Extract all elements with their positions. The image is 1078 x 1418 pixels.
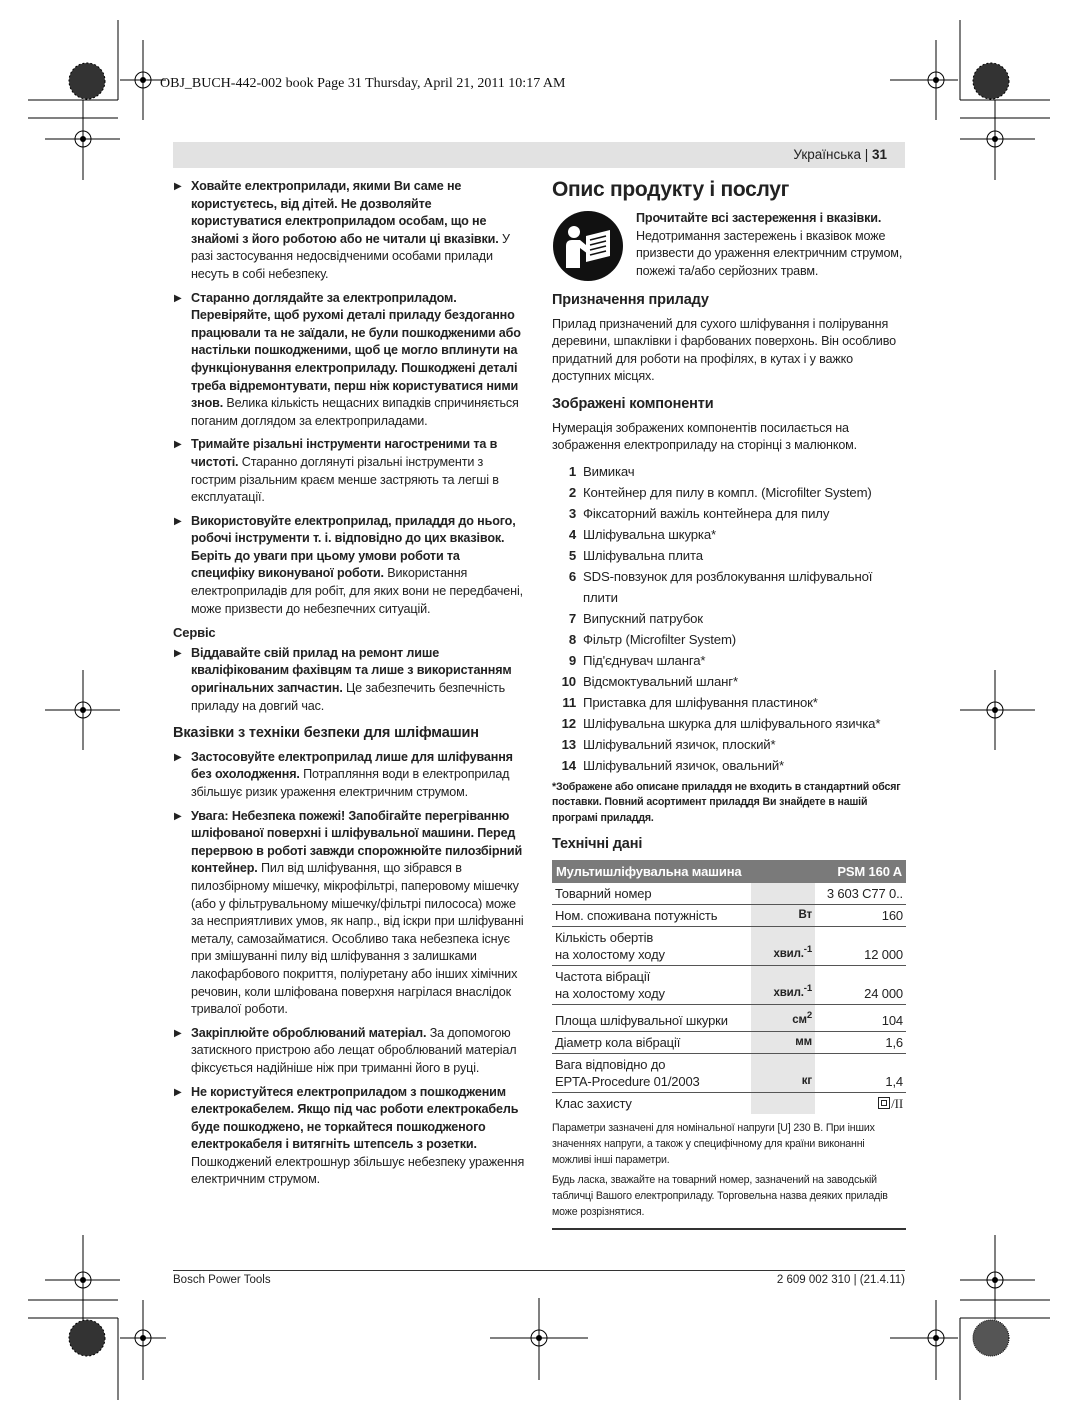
right-column	[552, 178, 906, 1230]
page-label-separator: |	[860, 147, 872, 162]
warning-text	[636, 210, 906, 282]
spec-header-label: Мультишліфувальна машина	[552, 860, 815, 883]
bullet-bold-text: Ховайте електроприлади, якими Ви саме не користуєтесь, від дітей. Не дозволяйте користуватися електроприладом особам, що не знайомі з його роботою або не читали ці вказівки.	[191, 179, 499, 246]
component-label: Шліфувальна шкурка*	[583, 526, 716, 542]
component-number: 1	[568, 463, 576, 479]
component-number: 11	[562, 694, 576, 710]
bullet-triangle-icon: ▶	[174, 181, 182, 192]
bullet-bold-text: Увага: Небезпека пожежі! Запобігайте перегріванню шліфованої поверхні і шліфувальної машини. Перед перервою в роботі завжди спорожнюйте пилозбірний контейнер.	[191, 808, 523, 876]
bullet-text: Це забезпечить безпечність приладу на довгий час.	[191, 681, 506, 713]
spec-value: 160	[815, 904, 906, 926]
spec-label-line2: на холостому ходу	[555, 946, 665, 962]
bullet-triangle-icon: ▶	[174, 1027, 182, 1039]
spec-unit-sup: -1	[803, 944, 812, 956]
section-title: Опис продукту і послуг	[552, 178, 790, 201]
spec-label: Клас захисту	[555, 1095, 632, 1111]
component-label: Вимикач	[583, 463, 635, 479]
components-heading: Зображені компоненти	[552, 395, 714, 412]
spec-header-model: PSM 160 A	[815, 860, 906, 883]
bullet-text: Старанно доглянуті різальні інструменти з гострим різальним краєм менше застряють та легші в експлуатації.	[191, 454, 499, 505]
bullet-bold-text: Закріплюйте оброблюваний матеріал.	[191, 1025, 427, 1040]
table-header-row	[552, 860, 906, 883]
bullet-item	[173, 808, 525, 1019]
list-item	[552, 671, 906, 692]
warning-bold-text: Прочитайте всі застереження і вказівки.	[636, 211, 882, 225]
spec-unit-text: хвил.	[773, 947, 804, 960]
component-label: Контейнер для пилу в компл. (Microfilter System)	[583, 484, 872, 500]
table-row	[552, 1004, 906, 1031]
component-label: Шліфувальний язичок, овальний*	[583, 757, 785, 773]
spec-note-article: Будь ласка, зважайте на товарний номер, зазначений на заводській табличці Вашого електроприладу. Торговельна назва деяких приладів може розрізнятися.	[552, 1173, 888, 1218]
component-label: Шліфувальна шкурка для шліфувального язичка*	[583, 715, 881, 731]
bullet-item	[173, 1025, 525, 1078]
spec-unit: мм	[751, 1031, 815, 1053]
component-number: 7	[568, 610, 576, 626]
list-item	[552, 650, 906, 671]
spec-label-line1: Кількість обертів	[555, 929, 654, 945]
protection-class-icon	[878, 1097, 890, 1109]
bullet-text: За допомогою затискного пристрою або лещат оброблюваний матеріал фіксується надійніше ніж при триманні його в руці.	[191, 1025, 517, 1075]
component-label: Під'єднувач шланга*	[583, 652, 706, 668]
page-top-bar	[173, 142, 905, 168]
protection-class-text: /II	[891, 1095, 903, 1111]
component-number: 5	[568, 547, 576, 563]
service-heading: Сервіс	[173, 625, 216, 641]
page-number: 31	[871, 147, 887, 162]
spec-unit-sup: 2	[806, 1009, 812, 1021]
spec-label	[552, 1053, 751, 1092]
bullet-triangle-icon: ▶	[174, 751, 182, 763]
component-number: 3	[568, 505, 576, 521]
spec-label-line2: EPTA-Procedure 01/2003	[555, 1073, 700, 1089]
safety-heading: Вказівки з техніки безпеки для шліфмашин	[173, 725, 479, 742]
spec-notes	[552, 1120, 906, 1230]
component-number: 2	[568, 484, 576, 500]
bullet-text: Використання електроприладів для робіт, для яких вони не передбачені, може призвести до небезпечних ситуацій.	[191, 566, 523, 616]
table-row	[552, 1092, 906, 1114]
purpose-heading: Призначення приладу	[552, 292, 709, 308]
warning-body-text: Недотримання застережень і вказівок може призвести до ураження електричним струмом, пожежі та/або серйозних травм.	[636, 228, 903, 278]
warning-block	[552, 210, 906, 282]
spec-unit	[751, 1004, 815, 1031]
component-label: Випускний патрубок	[583, 610, 703, 626]
spec-unit	[751, 926, 815, 965]
component-label: Фіксаторний важіль контейнера для пилу	[583, 505, 830, 521]
spec-label-line2: на холостому ходу	[555, 985, 665, 1001]
component-label: Приставка для шліфування пластинок*	[583, 694, 818, 710]
bullet-triangle-icon: ▶	[174, 439, 182, 451]
bullet-bold-text: Використовуйте електроприлад, приладдя до нього, робочі інструменти т. і. відповідно до цих вказівок. Беріть до уваги при цьому умови роботи та специфіку виконуваної роботи.	[191, 513, 516, 581]
bullet-item	[173, 749, 525, 802]
spec-label-line1: Частота вібрації	[555, 968, 651, 984]
bullet-text: У разі застосування недосвідченими особами прилади несуть в собі небезпеку.	[191, 231, 510, 281]
bullet-bold-text: Застосовуйте електроприлад лише для шліфування без охолодження.	[191, 749, 513, 782]
spec-value: 24 000	[815, 965, 906, 1004]
bullet-bold-text: Тримайте різальні інструменти нагостреними та в чистоті.	[191, 437, 498, 469]
spec-unit: Вт	[751, 904, 815, 926]
components-intro: Нумерація зображених компонентів посилається на зображення електроприладу на сторінці з малюнком.	[552, 420, 858, 453]
bullet-text: Велика кількість нещасних випадків спричиняється поганим доглядом за електроприладами.	[191, 396, 519, 428]
spec-unit	[751, 965, 815, 1004]
bullet-triangle-icon: ▶	[174, 1086, 182, 1098]
spec-value: 1,4	[815, 1053, 906, 1092]
table-row	[552, 1053, 906, 1092]
component-label: SDS-повзунок для розблокування шліфувальної плити	[583, 568, 873, 605]
component-number: 8	[568, 631, 576, 647]
spec-label: Ном. споживана потужність	[552, 904, 751, 926]
purpose-text: Прилад призначений для сухого шліфування і полірування деревини, шпаклівки і фарбованих поверхонь. Він особливо придатний для роботи на профілях, в кутах і у важко доступних місцях.	[552, 316, 896, 384]
list-item	[552, 524, 906, 545]
bullet-triangle-icon: ▶	[174, 292, 182, 304]
component-label: Фільтр (Microfilter System)	[583, 631, 737, 647]
component-label: Шліфувальний язичок, плоский*	[583, 736, 776, 752]
page-language: Українська	[793, 147, 861, 162]
read-manual-icon	[552, 210, 624, 282]
spec-note-voltage: Параметри зазначені для номінальної напруги [U] 230 В. При інших значеннях напруги, а також у специфічному для країни виконанні можливі інші параметри.	[552, 1121, 875, 1166]
spec-value: 12 000	[815, 926, 906, 965]
spec-unit-sup: -1	[803, 983, 812, 995]
spec-unit	[751, 883, 815, 905]
bullet-bold-text: Віддавайте свій прилад на ремонт лише кваліфікованим фахівцям та лише з використанням оригінальних запчастин.	[191, 645, 512, 696]
page-label	[793, 147, 887, 162]
table-row	[552, 904, 906, 926]
bullet-item	[173, 645, 525, 715]
bullet-triangle-icon: ▶	[174, 647, 182, 659]
bullet-triangle-icon: ▶	[174, 810, 182, 822]
list-item	[552, 734, 906, 755]
spec-unit-text: хвил.	[773, 986, 804, 999]
component-number: 9	[568, 652, 576, 668]
bullet-item	[173, 178, 525, 284]
bullet-text: Пил від шліфування, що зібрався в пилозбірному мішечку, мікрофільтрі, паперовому мішечку (або у фільтрувальному мішечку/фільтрі пилососа) може за несприятливих умов, як напр., від іскри при шліфуванні металу, самозайматися. Особливо така небезпека існує при змішуванні пилу від шліфування з залишками лакофарбового покриття, поліуретану або інших хімічних речовин, коли шліфована поверхня нагрілася внаслідок тривалої роботи.	[191, 861, 524, 1017]
list-item	[552, 461, 906, 482]
bullet-text: Пошкоджений електрошнур збільшує небезпеку ураження електричним струмом.	[191, 1154, 525, 1187]
spec-table	[552, 860, 906, 1114]
spec-unit: кг	[751, 1053, 815, 1092]
footer-rule	[173, 1270, 905, 1271]
spec-value: 3 603 C77 0..	[815, 883, 906, 905]
list-item	[552, 566, 906, 608]
component-label: Відсмоктувальний шланг*	[583, 673, 738, 689]
list-item	[552, 713, 906, 734]
spec-unit-text: см	[792, 1013, 807, 1026]
spec-label: Діаметр кола вібрації	[552, 1031, 751, 1053]
list-item	[552, 482, 906, 503]
bullet-item	[173, 513, 525, 619]
component-number: 4	[568, 526, 576, 542]
component-number: 13	[561, 736, 576, 752]
list-item	[552, 755, 906, 776]
bullet-triangle-icon: ▶	[174, 515, 182, 527]
list-item	[552, 692, 906, 713]
list-item	[552, 608, 906, 629]
spec-value: 1,6	[815, 1031, 906, 1053]
footer-brand: Bosch Power Tools	[173, 1274, 271, 1286]
bullet-item	[173, 436, 525, 506]
spec-label-line1: Вага відповідно до	[555, 1056, 666, 1072]
book-header-line: OBJ_BUCH-442-002 book Page 31 Thursday, April 21, 2011 10:17 AM	[160, 76, 566, 91]
spec-label	[552, 926, 751, 965]
spec-value	[815, 1092, 906, 1114]
accessory-footnote: *Зображене або описане приладдя не входить в стандартний обсяг поставки. Повний асортимент приладдя Ви знайдете в нашій програмі приладдя.	[552, 780, 901, 824]
list-item	[552, 545, 906, 566]
components-list	[552, 461, 906, 776]
list-item	[552, 629, 906, 650]
spec-label: Площа шліфувальної шкурки	[552, 1004, 751, 1031]
component-number: 6	[568, 568, 576, 584]
bullet-bold-text: Не користуйтеся електроприладом з пошкодженим електрокабелем. Якщо під час роботи електрокабель буде пошкоджено, не торкайтеся пошкодженого електрокабеля і витягніть штепсель з розетки.	[191, 1084, 519, 1152]
table-row	[552, 926, 906, 965]
component-number: 12	[561, 715, 576, 731]
component-label: Шліфувальна плита	[583, 547, 703, 563]
spec-unit	[751, 1092, 815, 1114]
left-column	[173, 178, 525, 1195]
bullet-item	[173, 1084, 525, 1190]
table-row	[552, 1031, 906, 1053]
bullet-item	[173, 290, 525, 431]
spec-value: 104	[815, 1004, 906, 1031]
footer-doc-number: 2 609 002 310 | (21.4.11)	[776, 1274, 905, 1286]
table-row	[552, 965, 906, 1004]
tech-data-heading: Технічні дані	[552, 836, 643, 853]
component-number: 10	[561, 673, 576, 689]
bullet-text: Потрапляння води в електроприлад збільшує ризик ураження електричним струмом.	[191, 767, 510, 799]
spec-label	[552, 965, 751, 1004]
bullet-bold-text: Старанно доглядайте за електроприладом. Перевіряйте, щоб рухомі деталі приладу бездоганно працювали та не заїдали, не були пошкодженими або настільки пошкодженими, щоб це могло вплинути на функціонування електроприладу. Пошкоджені деталі треба відремонтувати, перш ніж користуватися ними знов.	[191, 290, 521, 411]
table-row	[552, 883, 906, 905]
component-number: 14	[561, 757, 576, 773]
list-item	[552, 503, 906, 524]
spec-label: Товарний номер	[552, 883, 751, 905]
